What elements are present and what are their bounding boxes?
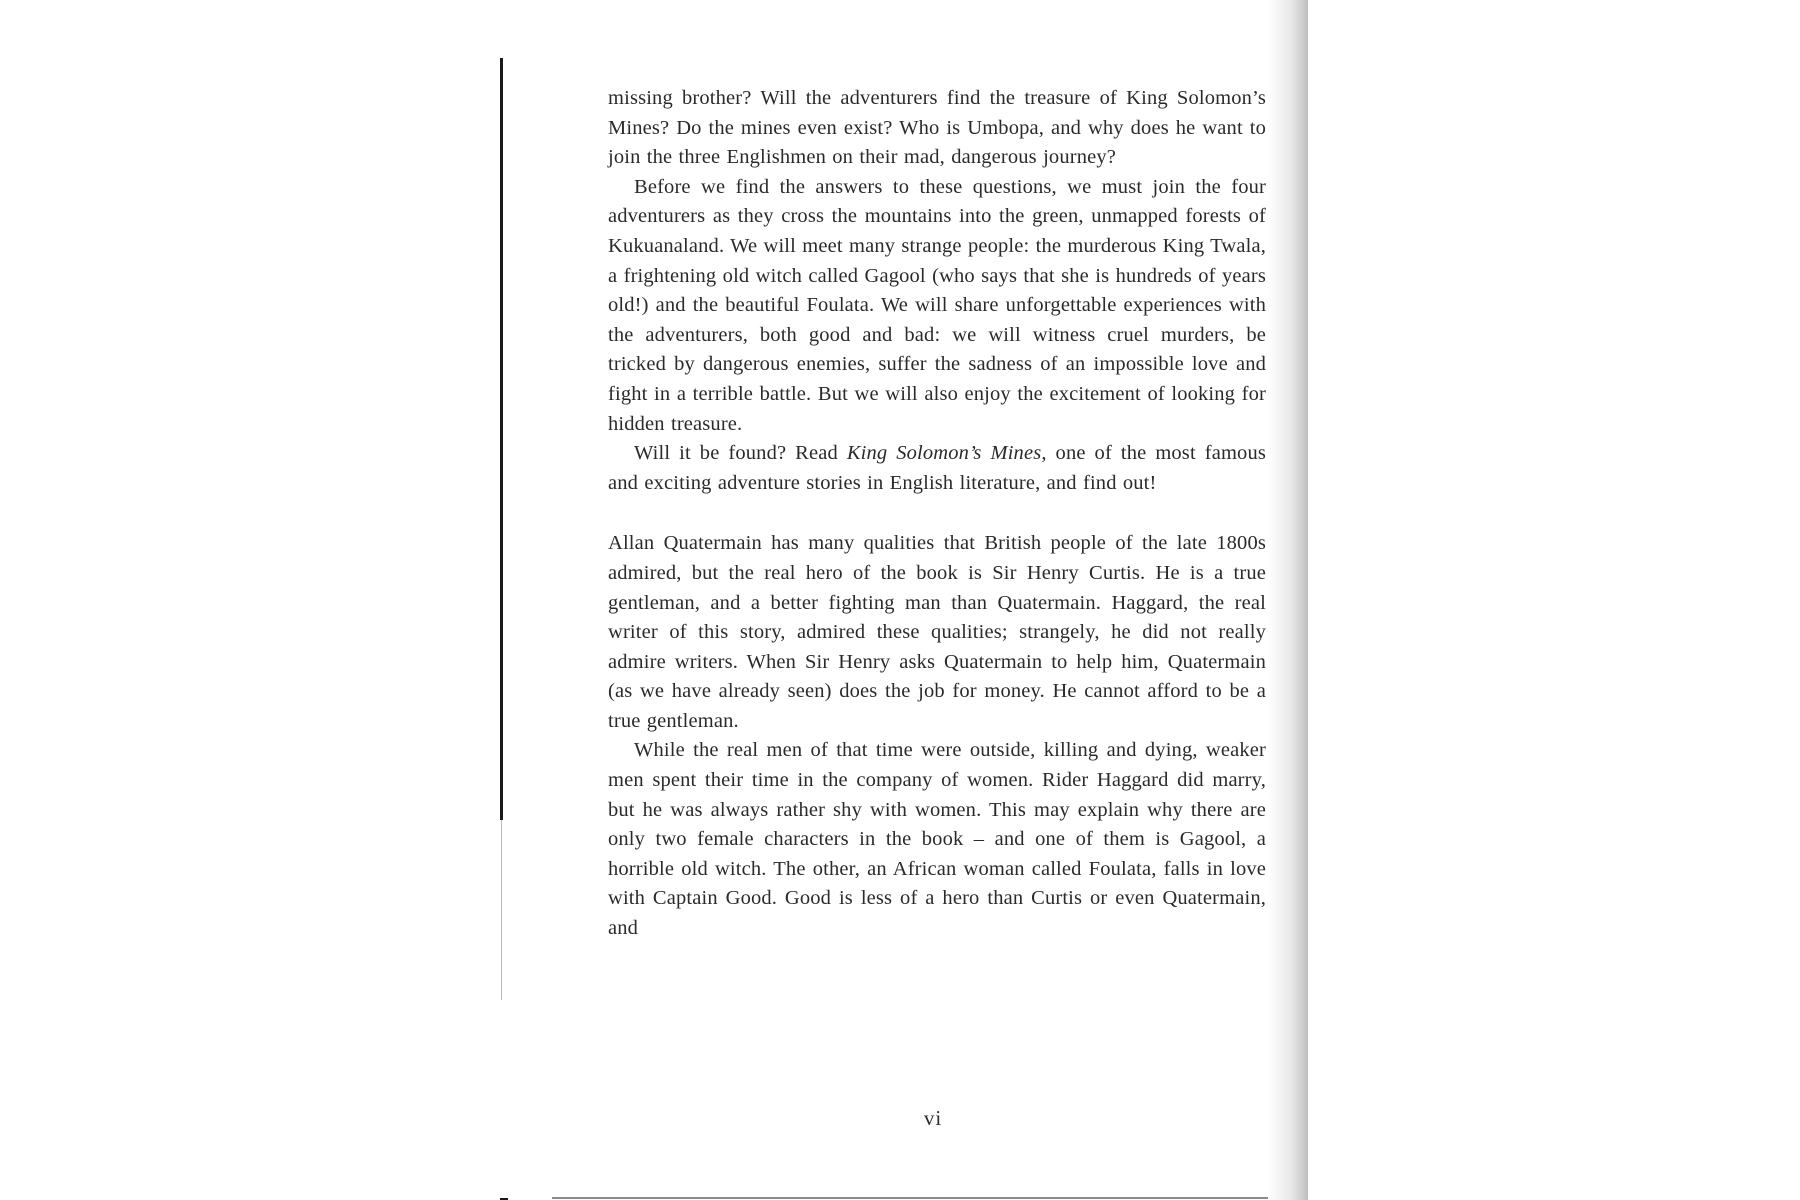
paragraph-text-after-title: , one of the most famous and exciting adventure stories in English literature, and find out! [608, 442, 1266, 494]
paragraph-kukuanaland: Before we find the answers to these questions, we must join the four adventurers as they cross the mountains into the green, unmapped forests of Kukuanaland. We will meet many strange people: the murderous King Twala, a frightening old witch called Gagool (who says that she is hundreds of years old!) and the beautiful Foulata. We will share unforgettable experiences with the adventurers, both good and bad: we will witness cruel murders, be tricked by dangerous enemies, suffer the sadness of an impossible love and fight in a terrible battle. But we will also enjoy the excitement of looking for hidden treasure. [608, 175, 1266, 435]
paragraph-continuation: missing brother? Will the adventurers find the treasure of King Solomon’s Mines? Do the mines even exist? Who is Umbopa, and why does he want to join the three Englishmen on their mad, dangerous journey? [608, 87, 1266, 169]
paragraph-will-it-be-found [608, 439, 1266, 498]
scan-right-margin [1308, 0, 1800, 1200]
book-binding-edge-faint [501, 820, 502, 1000]
page-body [608, 84, 1266, 944]
page-fold-shadow [1268, 0, 1308, 1200]
paragraph-real-men: While the real men of that time were outside, killing and dying, weaker men spent their time in the company of women. Rider Haggard did marry, but he was always rather shy with women. This may explain why there are only two female characters in the book – and one of them is Gagool, a horrible old witch. The other, an African woman called Foulata, falls in love with Captain Good. Good is less of a hero than Curtis or even Quatermain, and [608, 739, 1266, 940]
book-binding-edge [500, 58, 503, 820]
paragraph-allan-quatermain: Allan Quatermain has many qualities that British people of the late 1800s admired, but the real hero of the book is Sir Henry Curtis. He is a true gentleman, and a better fighting man than Quatermain. Haggard, the real writer of this story, admired these qualities; strangely, he did not really admire writers. When Sir Henry asks Quatermain to help him, Quatermain (as we have already seen) does the job for money. He cannot afford to be a true gentleman. [608, 532, 1266, 732]
paragraph-text-before-title: Will it be found? Read [634, 442, 847, 465]
page-number: vi [923, 1106, 943, 1130]
page-bottom-edge [552, 1197, 1307, 1199]
book-title-italic: King Solomon’s Mines [846, 442, 1042, 465]
